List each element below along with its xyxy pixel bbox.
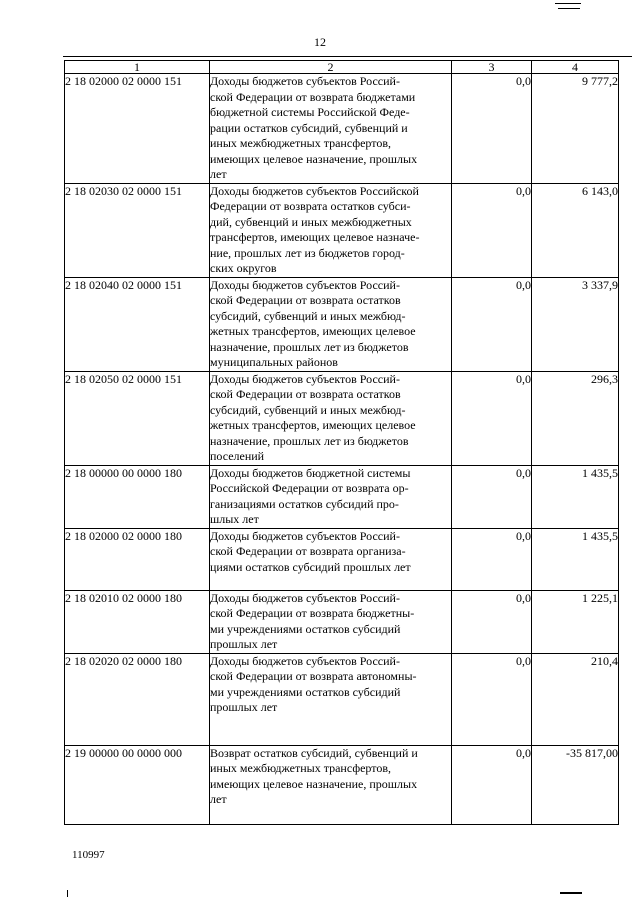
income-name-line: Российской Федерации от возврата ор- [210, 481, 409, 495]
income-name-line: шлых лет [210, 512, 259, 526]
col3-value: 0,0 [452, 74, 532, 184]
income-name-line: ских округов [210, 261, 277, 275]
income-name [210, 653, 452, 745]
col4-value: 210,4 [532, 653, 619, 745]
budget-code: 2 18 02050 02 0000 151 [65, 371, 210, 465]
col3-value: 0,0 [452, 653, 532, 745]
income-name-line: назначение, прошлых лет из бюджетов [210, 433, 409, 448]
income-name-line: прошлых лет [210, 700, 278, 714]
budget-code: 2 19 00000 00 0000 000 [65, 745, 210, 824]
column-header: 3 [452, 61, 532, 74]
header-row [65, 61, 619, 74]
col4-value: 1 435,5 [532, 465, 619, 528]
income-name-line: субсидий, субвенций и иных межбюд- [210, 308, 406, 323]
col3-value: 0,0 [452, 590, 532, 653]
income-name-line: муниципальных районов [210, 355, 338, 369]
budget-code: 2 18 02020 02 0000 180 [65, 653, 210, 745]
budget-code: 2 18 02030 02 0000 151 [65, 183, 210, 277]
income-name-line: Доходы бюджетов субъектов Россий- [210, 653, 400, 668]
income-name-line: трансфертов, имеющих целевое назначе- [210, 230, 420, 244]
income-name-line: ской Федерации от возврата остатков [210, 387, 401, 401]
income-name-line: ние, прошлых лет из бюджетов город- [210, 245, 405, 260]
table-row [65, 465, 619, 528]
col3-value: 0,0 [452, 528, 532, 590]
income-name-line: жетных трансфертов, имеющих целевое [210, 418, 416, 432]
scan-mark [555, 3, 581, 4]
table-row [65, 653, 619, 745]
table-row [65, 277, 619, 371]
income-name-line: ганизациями остатков субсидий про- [210, 496, 399, 511]
income-name-line: Доходы бюджетов субъектов Россий- [210, 590, 400, 605]
table-row [65, 371, 619, 465]
income-name-line: ми учреждениями остатков субсидий [210, 621, 401, 636]
income-name-line: ми учреждениями остатков субсидий [210, 684, 401, 699]
table-row [65, 528, 619, 590]
income-name-line: Доходы бюджетов субъектов Россий- [210, 371, 400, 386]
budget-table [64, 60, 619, 825]
income-name-line: бюджетной системы Российской Феде- [210, 105, 410, 119]
table-row [65, 745, 619, 824]
scan-mark [67, 890, 68, 897]
table-row [65, 183, 619, 277]
col4-value: 1 225,1 [532, 590, 619, 653]
income-name-line: поселений [210, 449, 265, 463]
income-name-line: Возврат остатков субсидий, субвенций и [210, 745, 418, 760]
budget-code: 2 18 02000 02 0000 151 [65, 74, 210, 184]
income-name-line: Доходы бюджетов бюджетной системы [210, 465, 411, 480]
income-name [210, 371, 452, 465]
income-name-line: субсидий, субвенций и иных межбюд- [210, 402, 406, 417]
column-header: 1 [65, 61, 210, 74]
col3-value: 0,0 [452, 745, 532, 824]
income-name-line: циями остатков субсидий прошлых лет [210, 559, 411, 574]
page-number: 12 [314, 35, 326, 49]
budget-code: 2 18 02040 02 0000 151 [65, 277, 210, 371]
income-name-line: Доходы бюджетов субъектов Российской [210, 183, 419, 198]
income-name-line: ской Федерации от возврата автономны- [210, 669, 417, 683]
col4-value: 296,3 [532, 371, 619, 465]
income-name [210, 745, 452, 824]
col4-value: 6 143,0 [532, 183, 619, 277]
budget-code: 2 18 02000 02 0000 180 [65, 528, 210, 590]
scan-mark [560, 892, 582, 894]
income-name-line: иных межбюджетных трансфертов, [210, 136, 392, 150]
col4-value: 9 777,2 [532, 74, 619, 184]
income-name-line: назначение, прошлых лет из бюджетов [210, 339, 409, 354]
col3-value: 0,0 [452, 371, 532, 465]
income-name-line: прошлых лет [210, 637, 278, 651]
income-name-line: жетных трансфертов, имеющих целевое [210, 324, 416, 338]
income-name [210, 590, 452, 653]
column-header: 4 [532, 61, 619, 74]
income-name-line: лет [210, 792, 227, 806]
income-name-line: ской Федерации от возврата организа- [210, 544, 406, 558]
col4-value: 1 435,5 [532, 528, 619, 590]
table-row [65, 590, 619, 653]
income-name [210, 277, 452, 371]
table-row [65, 74, 619, 184]
income-name-line: Доходы бюджетов субъектов Россий- [210, 74, 400, 88]
top-rule [63, 56, 632, 57]
budget-code: 2 18 02010 02 0000 180 [65, 590, 210, 653]
income-name-line: Федерации от возврата остатков субси- [210, 199, 411, 213]
income-name-line: Доходы бюджетов субъектов Россий- [210, 528, 400, 543]
income-name-line: имеющих целевое назначение, прошлых [210, 151, 418, 166]
col3-value: 0,0 [452, 465, 532, 528]
col3-value: 0,0 [452, 183, 532, 277]
scan-mark [558, 8, 580, 9]
budget-code: 2 18 00000 00 0000 180 [65, 465, 210, 528]
income-name-line: рации остатков субсидий, субвенций и [210, 120, 408, 135]
col4-value: 3 337,9 [532, 277, 619, 371]
income-name [210, 465, 452, 528]
income-name-line: иных межбюджетных трансфертов, [210, 761, 392, 775]
income-name [210, 183, 452, 277]
income-name [210, 528, 452, 590]
income-name-line: имеющих целевое назначение, прошлых [210, 776, 418, 791]
income-name-line: ской Федерации от возврата бюджетами [210, 89, 416, 104]
column-header: 2 [210, 61, 452, 74]
income-name-line: лет [210, 167, 227, 181]
income-name-line: ской Федерации от возврата бюджетны- [210, 606, 415, 620]
income-name-line: ской Федерации от возврата остатков [210, 293, 401, 307]
income-name [210, 74, 452, 184]
income-name-line: дий, субвенций и иных межбюджетных [210, 214, 412, 229]
col4-value: -35 817,00 [532, 745, 619, 824]
col3-value: 0,0 [452, 277, 532, 371]
document-code: 110997 [72, 849, 105, 861]
income-name-line: Доходы бюджетов субъектов Россий- [210, 277, 400, 292]
